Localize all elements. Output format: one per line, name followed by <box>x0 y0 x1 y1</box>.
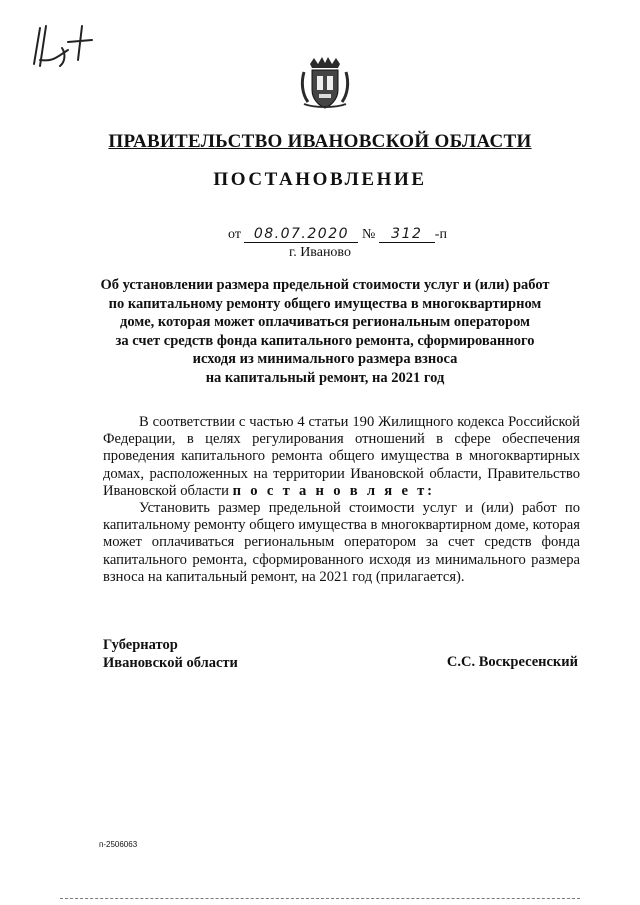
scan-edge-divider <box>60 898 580 901</box>
document-date: 08.07.2020 <box>244 226 358 243</box>
heading-line: Об установлении размера предельной стоимости услуг и (или) работ <box>100 277 550 293</box>
heading-line: по капитальному ремонту общего имущества в многоквартирном <box>108 295 542 312</box>
date-prefix: от <box>228 227 241 242</box>
organization-title: ПРАВИТЕЛЬСТВО ИВАНОВСКОЙ ОБЛАСТИ <box>108 131 532 152</box>
heading-line: за счет средств фонда капитального ремонта, сформированного <box>115 332 535 349</box>
heading-line: доме, которая может оплачиваться региональным оператором <box>120 314 530 330</box>
number-sign: № <box>361 227 376 242</box>
signature-role-line: Губернатор <box>103 637 178 653</box>
city-line: г. Иваново <box>289 245 351 260</box>
signature-name: С.С. Воскресенский <box>446 654 578 670</box>
document-type-title: ПОСТАНОВЛЕНИЕ <box>213 169 427 190</box>
document-heading <box>90 276 560 387</box>
document-body <box>103 414 580 586</box>
heading-line: на капитальный ремонт, на 2021 год <box>205 369 445 386</box>
body-paragraph-preamble <box>103 414 580 500</box>
date-number-line <box>228 226 447 243</box>
heading-line: исходя из минимального размера взноса <box>192 351 458 367</box>
signature-role-line: Ивановской области <box>103 655 238 671</box>
footer-document-code: п-2506063 <box>99 840 138 849</box>
handwritten-mark <box>28 20 98 70</box>
coat-of-arms-emblem <box>300 56 350 110</box>
body-paragraph-resolution: Установить размер предельной стоимости услуг и (или) работ по капитальному ремонту общего имущества в многоквартирном доме, которая может оплачиваться региональным оператором за счет средств фонда капитального ремонта, сформированного исходя из минимального размера взноса на капитальный ремонт, на 2021 год (прилагается). <box>103 500 580 585</box>
number-suffix: -п <box>434 227 447 242</box>
resolves-word: п о с т а н о в л я е т: <box>232 482 435 499</box>
document-number: 312 <box>379 226 435 243</box>
signature-role <box>103 636 238 672</box>
preamble-text: В соответствии с частью 4 статьи 190 Жилищного кодекса Российской Федерации, в целях регулирования отношений в сфере обеспечения проведения капитального ремонта общего имущества в многоквартирных домах, расположенных на территории Ивановской области, Правительство Ивановской области <box>103 414 580 499</box>
